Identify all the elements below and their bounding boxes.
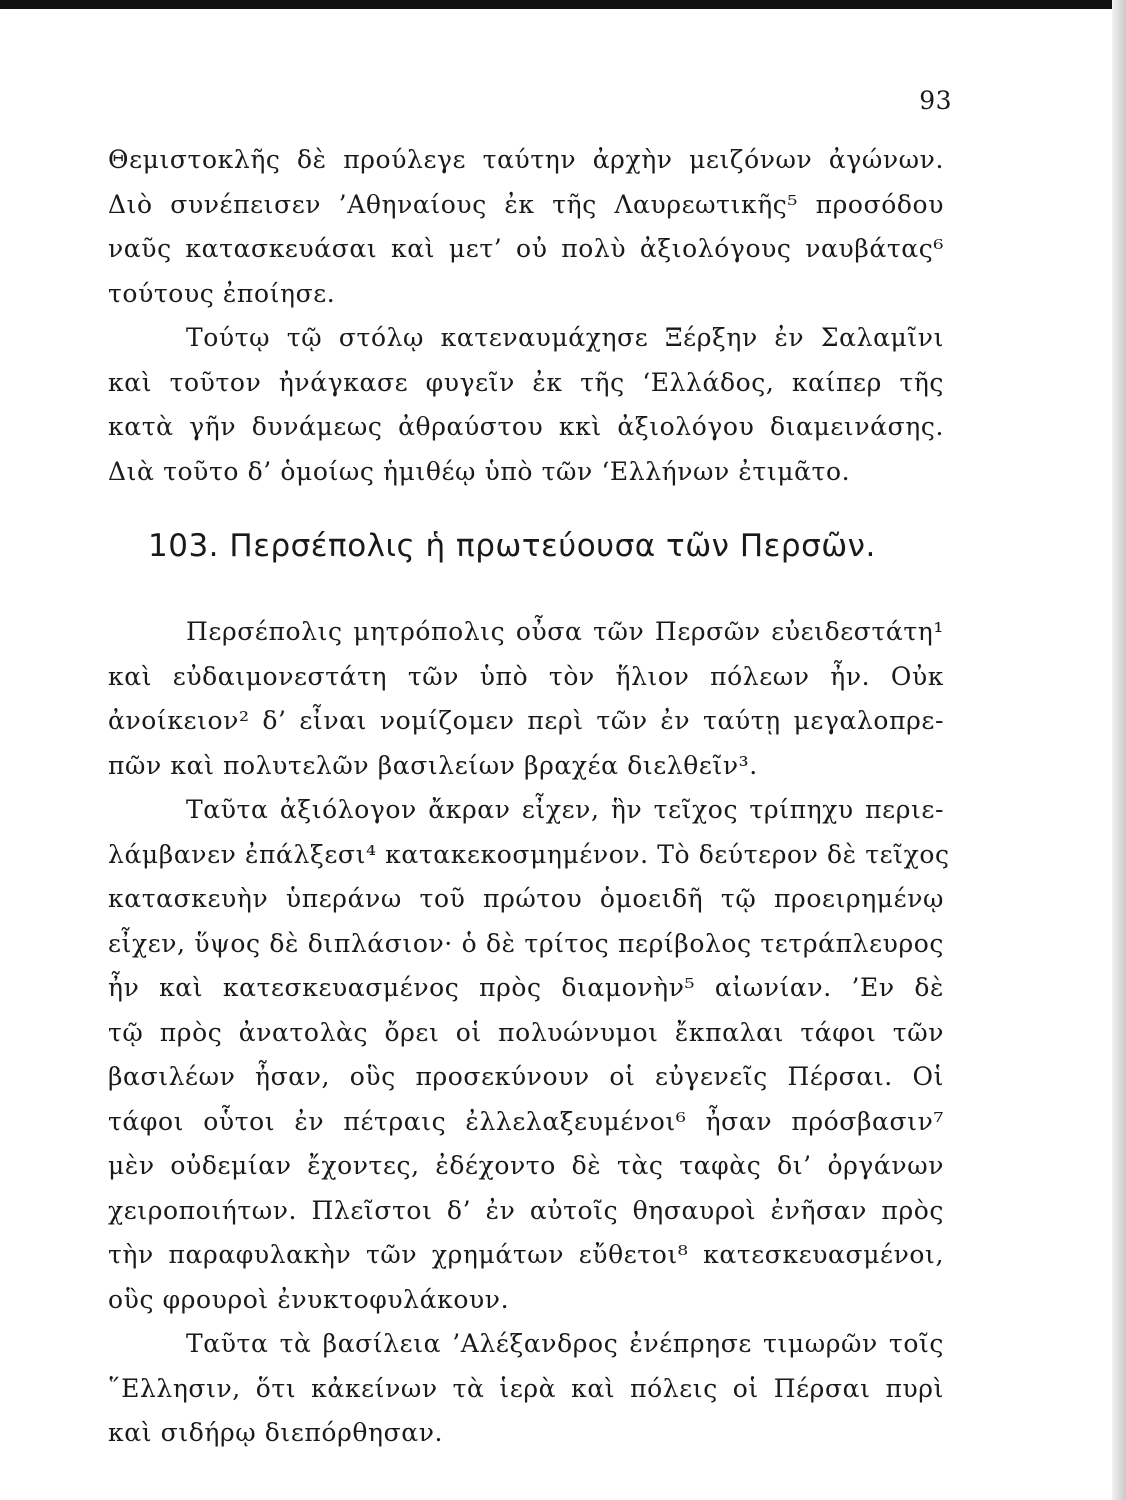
paragraph — [108, 316, 944, 494]
text-line: Ταῦτα τὰ βασίλεια ’Αλέξανδρος ἐνέπρησε τιμωρῶν τοῖς — [186, 1329, 944, 1358]
scan-page-edge — [1112, 0, 1126, 1500]
scan-top-border — [0, 0, 1126, 9]
text-line: εἶχεν, ὕψος δὲ διπλάσιον· ὁ δὲ τρίτος περίβολος τετράπλευρος — [108, 928, 944, 958]
text-line: ναῦς κατασκευάσαι καὶ μετ’ οὐ πολὺ ἀξιολόγους ναυβάτας⁶ — [108, 234, 944, 263]
text-line: τάφοι οὗτοι ἐν πέτραις ἐλλελαξευμένοι⁶ ἦσαν πρόσβασιν⁷ — [108, 1106, 944, 1136]
paragraph — [108, 788, 950, 1322]
text-line: Διὸ συνέπεισεν ’Αθηναίους ἐκ τῆς Λαυρεωτικῆς⁵ προσόδου — [108, 189, 944, 219]
text-line: οὓς φρουροὶ ἐνυκτοφυλάκουν. — [108, 1284, 510, 1314]
text-line: ἀνοίκειον² δ’ εἶναι νομίζομεν περὶ τῶν ἐν ταύτῃ μεγαλοπρε- — [108, 706, 944, 735]
text-line: καὶ εὐδαιμονεστάτη τῶν ὑπὸ τὸν ἥλιον πόλεων ἦν. Οὐκ — [108, 661, 944, 691]
text-line: βασιλέων ἦσαν, οὓς προσεκύνουν οἱ εὐγενεῖς Πέρσαι. Οἱ — [108, 1062, 944, 1091]
paragraph — [108, 138, 944, 316]
text-block-bottom — [108, 610, 950, 1456]
page-number: 93 — [919, 86, 952, 115]
text-line: ἦν καὶ κατεσκευασμένος πρὸς διαμονὴν⁵ αἰωνίαν. ’Εν δὲ — [108, 973, 944, 1002]
text-line: Θεμιστοκλῆς δὲ προύλεγε ταύτην ἀρχὴν μειζόνων ἀγώνων. — [108, 145, 944, 174]
paragraph — [108, 1322, 944, 1456]
text-line: καὶ σιδήρῳ διεπόρθησαν. — [108, 1418, 444, 1447]
text-line: καὶ τοῦτον ἠνάγκασε φυγεῖν ἐκ τῆς ‘Ελλάδος, καίπερ τῆς — [108, 367, 944, 397]
text-line: Διὰ τοῦτο δ’ ὁμοίως ἡμιθέῳ ὑπὸ τῶν ‘Ελλήνων ἐτιμᾶτο. — [108, 456, 851, 486]
text-line: τῷ πρὸς ἀνατολὰς ὄρει οἱ πολυώνυμοι ἔκπαλαι τάφοι τῶν — [108, 1017, 944, 1047]
section-heading: 103. Περσέπολις ἡ πρωτεύουσα τῶν Περσῶν. — [148, 528, 876, 564]
text-line: λάμβανεν ἐπάλξεσι⁴ κατακεκοσμημένον. Τὸ δεύτερον δὲ τεῖχος — [108, 839, 950, 869]
text-line: κατὰ γῆν δυνάμεως ἀθραύστου κκὶ ἀξιολόγου διαμεινάσης. — [108, 412, 944, 441]
text-line: τούτους ἐποίησε. — [108, 278, 336, 308]
paragraph — [108, 610, 944, 788]
text-line: Περσέπολις μητρόπολις οὖσα τῶν Περσῶν εὐειδεστάτη¹ — [186, 617, 944, 646]
text-line: πῶν καὶ πολυτελῶν βασιλείων βραχέα διελθεῖν³. — [108, 750, 758, 780]
text-line: ῞Ελλησιν, ὅτι κἀκείνων τὰ ἱερὰ καὶ πόλεις οἱ Πέρσαι πυρὶ — [108, 1373, 944, 1403]
text-line: μὲν οὐδεμίαν ἔχοντες, ἐδέχοντο δὲ τὰς ταφὰς δι’ ὀργάνων — [108, 1151, 944, 1180]
text-block-top — [108, 138, 944, 494]
text-line: Τούτῳ τῷ στόλῳ κατεναυμάχησε Ξέρξην ἐν Σαλαμῖνι — [186, 323, 944, 352]
text-line: χειροποιήτων. Πλεῖστοι δ’ ἐν αὐτοῖς θησαυροὶ ἐνῆσαν πρὸς — [108, 1195, 944, 1225]
text-line: τὴν παραφυλακὴν τῶν χρημάτων εὔθετοι⁸ κατεσκευασμένοι, — [108, 1240, 944, 1269]
text-line: κατασκευὴν ὑπεράνω τοῦ πρώτου ὁμοειδῆ τῷ προειρημένῳ — [108, 884, 944, 913]
text-line: Ταῦτα ἀξιόλογον ἄκραν εἶχεν, ἣν τεῖχος τρίπηχυ περιε- — [186, 795, 944, 824]
